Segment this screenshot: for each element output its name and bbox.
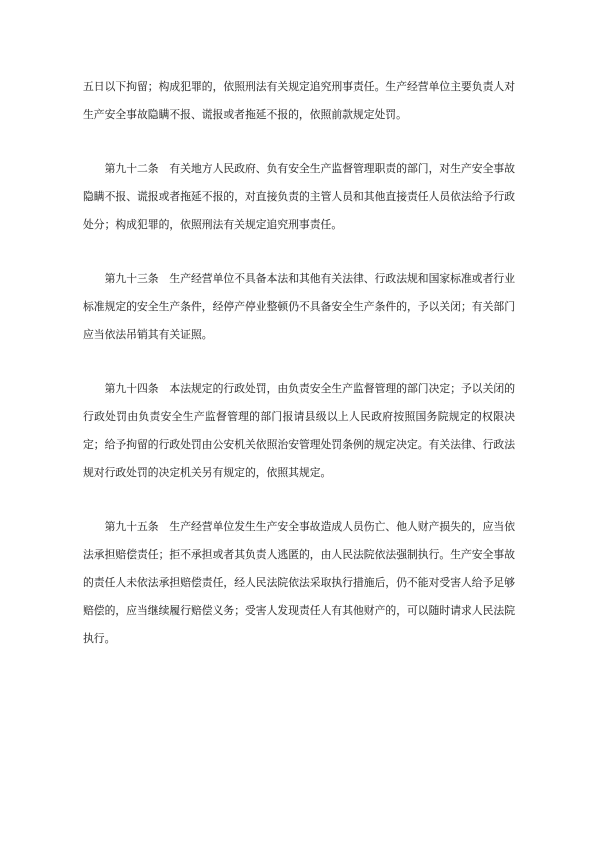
paragraph-article-94: 第九十四条 本法规定的行政处罚，由负责安全生产监督管理的部门决定；予以关闭的行政处罚由负责安全生产监督管理的部门报请县级以上人民政府按照国务院规定的权限决定；给予拘留的行政处罚由公安机关依照治安管理处罚条例的规定决定。有关法律、行政法规对行政处罚的决定机关另有规定的，依照其规定。 bbox=[83, 383, 515, 479]
paragraph-article-93: 第九十三条 生产经营单位不具备本法和其他有关法律、行政法规和国家标准或者行业标准规定的安全生产条件，经停产停业整顿仍不具备安全生产条件的，予以关闭；有关部门应当依法吊销其有关证照。 bbox=[83, 273, 515, 341]
paragraph-article-92: 第九十二条 有关地方人民政府、负有安全生产监督管理职责的部门，对生产安全事故隐瞒不报、谎报或者拖延不报的，对直接负责的主管人员和其他直接责任人员依法给予行政处分；构成犯罪的，依照刑法有关规定追究刑事责任。 bbox=[83, 163, 515, 231]
paragraph-article-95: 第九十五条 生产经营单位发生生产安全事故造成人员伤亡、他人财产损失的，应当依法承担赔偿责任；拒不承担或者其负责人逃匿的，由人民法院依法强制执行。生产安全事故的责任人未依法承担赔偿责任，经人民法院依法采取执行措施后，仍不能对受害人给予足够赔偿的，应当继续履行赔偿义务；受害人发现责任人有其他财产的，可以随时请求人民法院执行。 bbox=[83, 521, 515, 645]
paragraph-article-91-continuation: 五日以下拘留；构成犯罪的，依照刑法有关规定追究刑事责任。生产经营单位主要负责人对生产安全事故隐瞒不报、谎报或者拖延不报的，依照前款规定处罚。 bbox=[83, 81, 515, 121]
